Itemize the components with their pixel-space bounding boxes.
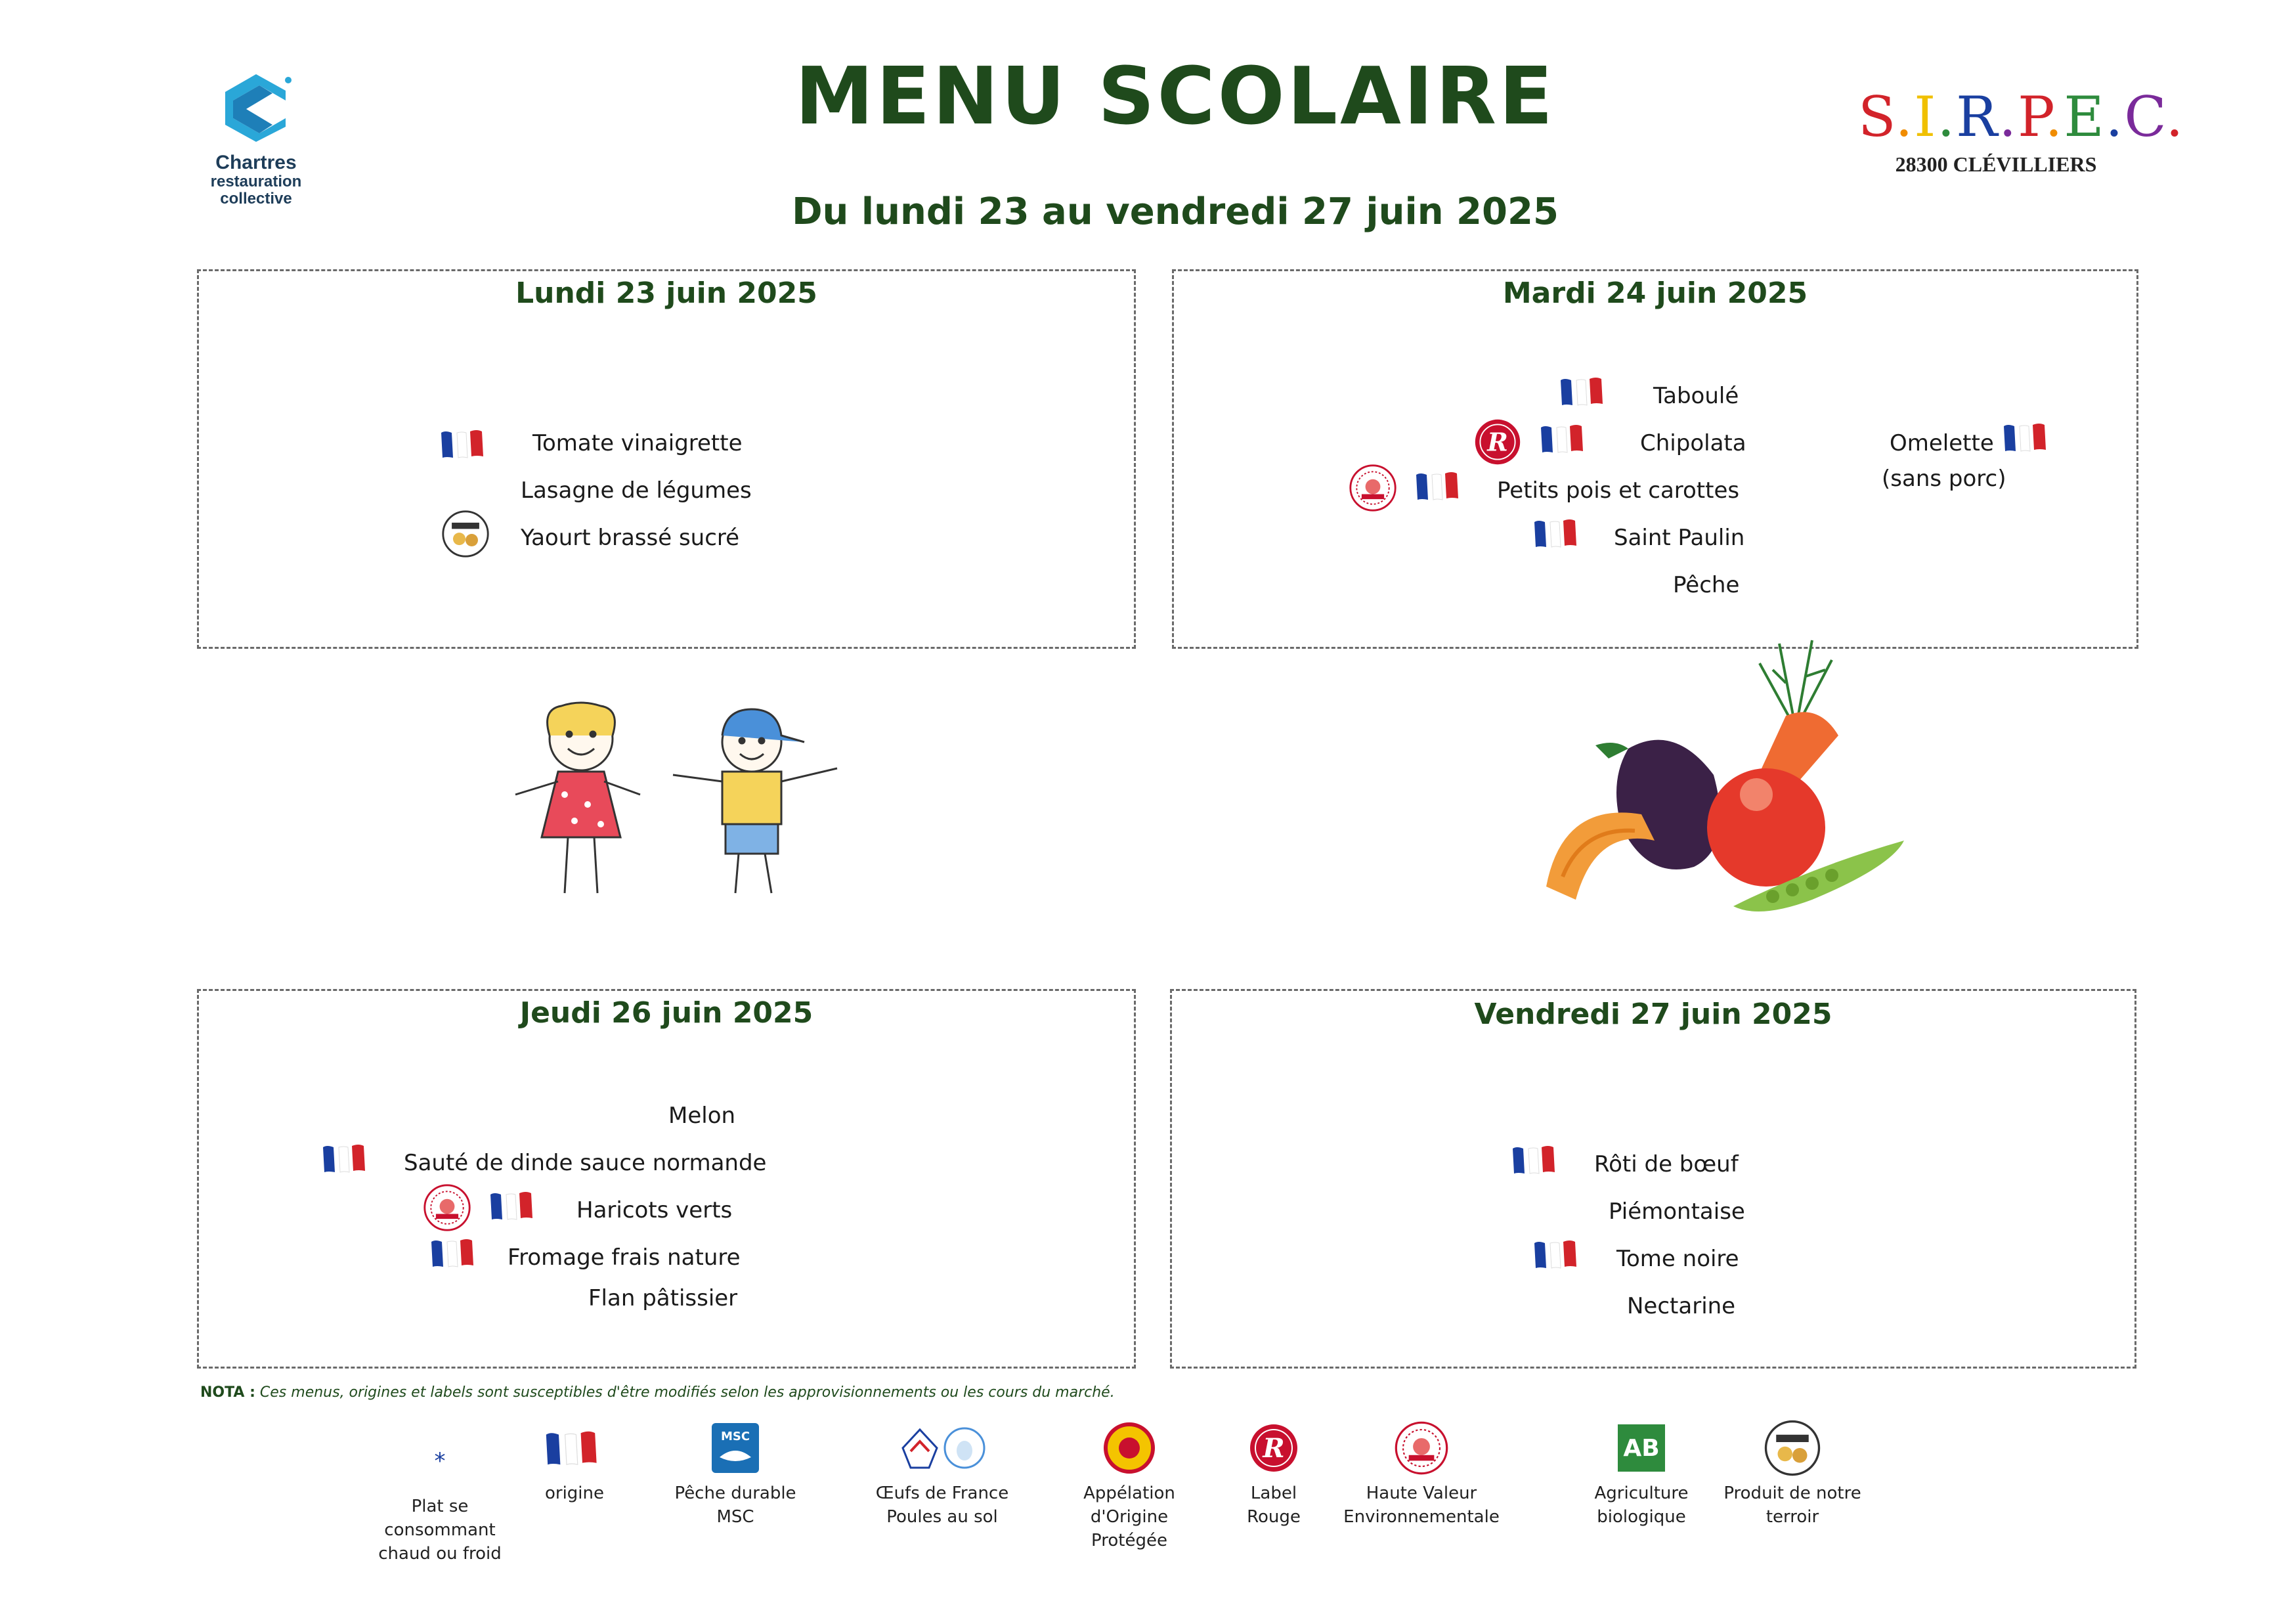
- nota-prefix: NOTA :: [200, 1384, 255, 1401]
- menu-item: Pêche: [1673, 572, 1740, 598]
- logo-left-line1: Chartres: [215, 152, 297, 173]
- hve-icon: [1348, 463, 1398, 513]
- svg-text:AB: AB: [1623, 1435, 1660, 1462]
- legend-terroir: [1720, 1418, 1865, 1529]
- legend-origine-label: origine: [544, 1483, 605, 1503]
- legend-label-rouge-label: Label Rouge: [1247, 1483, 1301, 1527]
- french-flag-icon: [488, 1189, 540, 1222]
- legend-hve: [1339, 1418, 1504, 1529]
- nota-note: [200, 1384, 1115, 1401]
- msc-icon: [710, 1422, 760, 1474]
- hve-icon: [1393, 1420, 1450, 1476]
- menu-item: Nectarine: [1627, 1293, 1736, 1319]
- legend-aop-label: Appélation d'Origine Protégée: [1083, 1483, 1175, 1550]
- menu-item: Yaourt brassé sucré: [521, 525, 740, 551]
- menu-item: Tome noire: [1616, 1246, 1739, 1272]
- menu-alt-note: (sans porc): [1882, 466, 2006, 492]
- vegetables-illustration: [1536, 630, 1911, 939]
- french-flag-icon: [1558, 375, 1611, 408]
- day-title-mardi: Mardi 24 juin 2025: [1502, 276, 1808, 310]
- menu-alt-item: Omelette: [1890, 430, 1994, 456]
- french-flag-icon: [2001, 421, 2054, 454]
- french-flag-icon: [1532, 1238, 1584, 1271]
- page-subtitle: Du lundi 23 au vendredi 27 juin 2025: [792, 190, 1559, 233]
- legend-oeufs-label: Œufs de France Poules au sol: [875, 1483, 1009, 1527]
- day-box-mardi: [1172, 269, 2138, 649]
- legend-label-rouge: [1234, 1418, 1313, 1529]
- legend-aop: [1064, 1418, 1195, 1552]
- logo-left-line3: collective: [220, 190, 292, 208]
- day-box-vendredi: [1170, 989, 2136, 1369]
- legend-bio-label: Agriculture biologique: [1594, 1483, 1689, 1527]
- menu-item: Fromage frais nature: [508, 1244, 741, 1271]
- star-icon: *: [434, 1448, 446, 1474]
- french-flag-icon: [1532, 517, 1584, 550]
- menu-item: Petits pois et carottes: [1497, 477, 1740, 504]
- french-flag-icon: [543, 1428, 606, 1468]
- french-flag-icon: [429, 1237, 481, 1269]
- svg-text:MSC: MSC: [720, 1430, 750, 1443]
- menu-item: Tomate vinaigrette: [532, 430, 743, 456]
- sirpec-brand: S.I.R.P.E.C.: [1858, 85, 2185, 149]
- page-title: MENU SCOLAIRE: [795, 51, 1555, 143]
- french-flag-icon: [1510, 1143, 1563, 1176]
- oeufs-de-france-icon: [896, 1422, 988, 1474]
- french-flag-icon: [1414, 470, 1466, 502]
- agriculture-biologique-icon: [1615, 1422, 1668, 1474]
- terroir-icon: [1763, 1418, 1822, 1478]
- legend-star-label: Plat se consommant chaud ou froid: [378, 1497, 502, 1564]
- menu-item: Chipolata: [1640, 430, 1746, 456]
- menu-item: Flan pâtissier: [588, 1285, 738, 1311]
- legend-msc-label: Pêche durable MSC: [674, 1483, 796, 1527]
- menu-item: Piémontaise: [1609, 1198, 1745, 1225]
- nota-text: Ces menus, origines et labels sont susceptibles d'être modifiés selon les approvisionnements ou les cours du marché.: [259, 1384, 1115, 1401]
- menu-item: Lasagne de légumes: [521, 477, 752, 504]
- legend-origine: [525, 1418, 624, 1505]
- sirpec-logo: [1858, 84, 2185, 177]
- menu-item: Rôti de bœuf: [1594, 1151, 1739, 1177]
- day-title-lundi: Lundi 23 juin 2025: [515, 276, 817, 310]
- day-title-vendredi: Vendredi 27 juin 2025: [1474, 998, 1832, 1031]
- sirpec-town: 28300 CLÉVILLIERS: [1895, 152, 2097, 176]
- legend-terroir-label: Produit de notre terroir: [1723, 1483, 1861, 1527]
- legend-oeufs: [860, 1418, 1024, 1529]
- hve-icon: [422, 1183, 472, 1233]
- day-title-jeudi: Jeudi 26 juin 2025: [519, 996, 813, 1030]
- menu-item: Saint Paulin: [1614, 525, 1745, 551]
- terroir-icon: [441, 509, 490, 559]
- menu-item: Taboulé: [1653, 383, 1739, 409]
- legend-hve-label: Haute Valeur Environnementale: [1343, 1483, 1500, 1527]
- french-flag-icon: [439, 428, 491, 460]
- menu-item: Haricots verts: [576, 1197, 733, 1223]
- children-illustration: [496, 696, 850, 906]
- day-box-jeudi: [197, 989, 1136, 1369]
- day-box-lundi: [197, 269, 1136, 649]
- legend-star: [374, 1432, 506, 1566]
- logo-left-line2: restauration: [210, 173, 302, 190]
- menu-item: Melon: [668, 1103, 736, 1129]
- legend-bio: [1576, 1418, 1707, 1529]
- label-rouge-icon: [1247, 1422, 1300, 1474]
- french-flag-icon: [1538, 422, 1591, 455]
- menu-item: Sauté de dinde sauce normande: [404, 1150, 767, 1176]
- legend-msc: [663, 1418, 808, 1529]
- aop-icon: [1103, 1422, 1156, 1474]
- french-flag-icon: [320, 1142, 373, 1175]
- label-rouge-icon: [1473, 417, 1523, 467]
